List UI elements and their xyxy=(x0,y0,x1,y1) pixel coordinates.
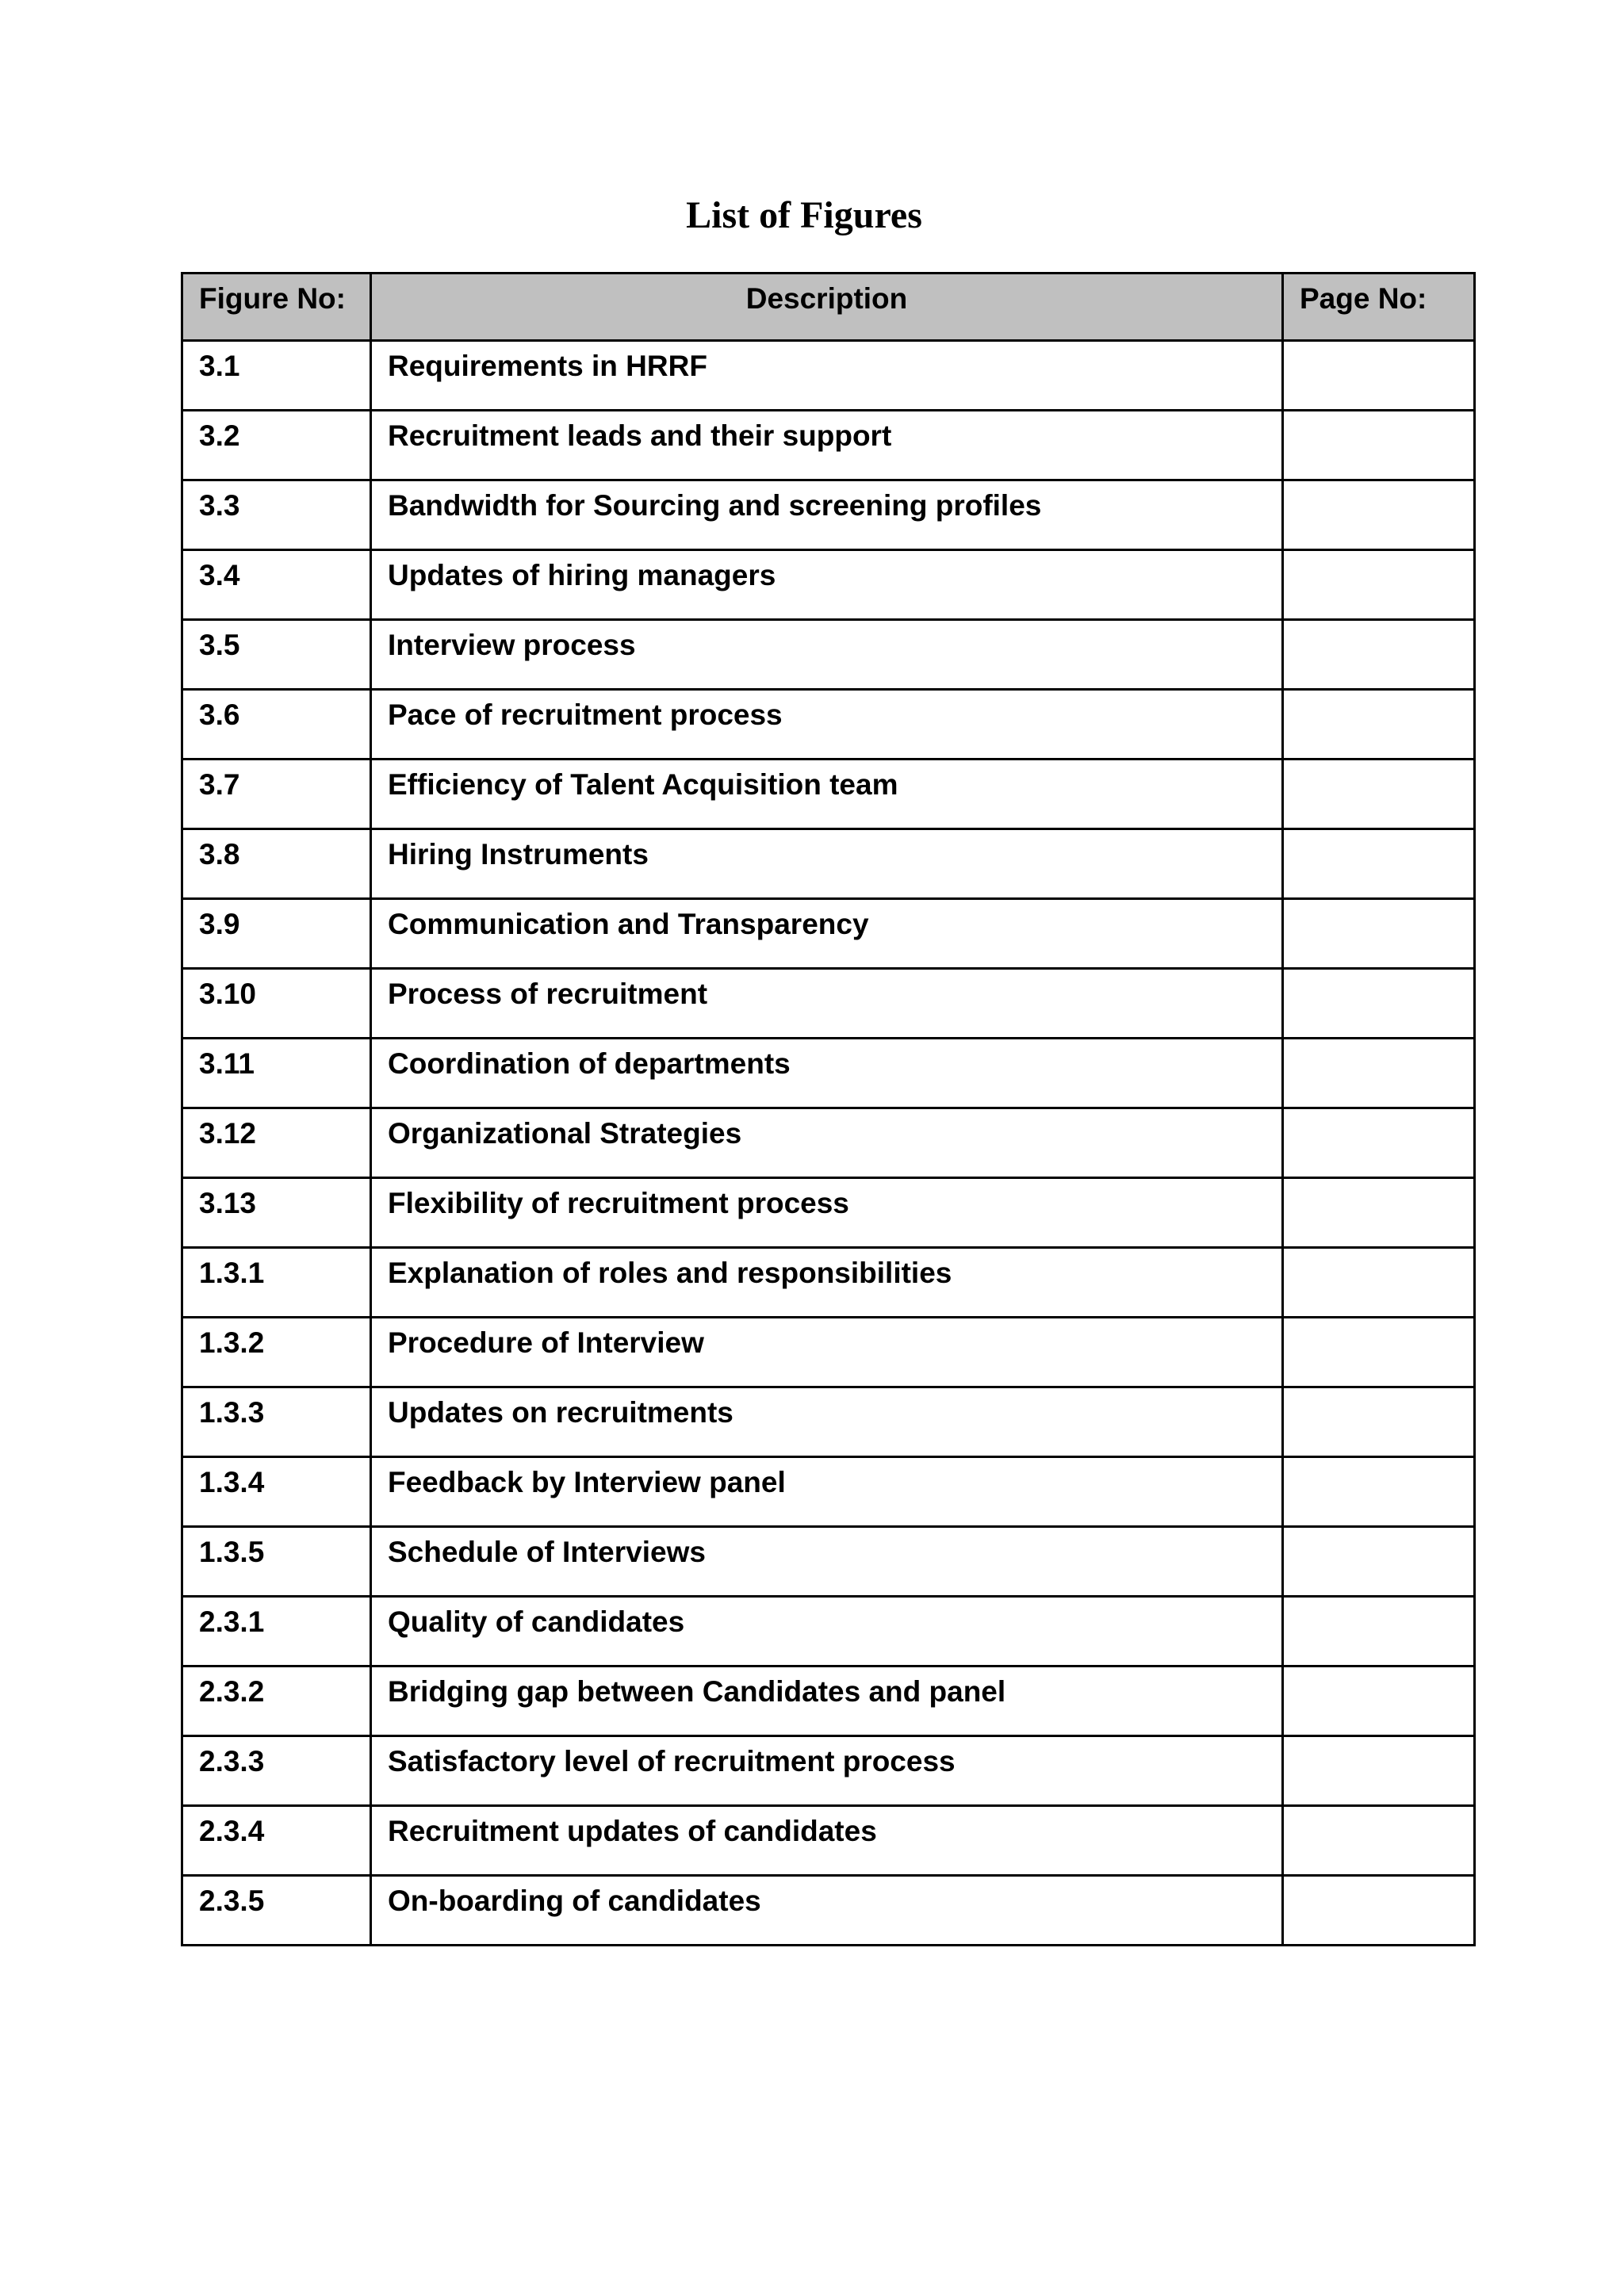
table-row xyxy=(182,1108,1475,1178)
page-number-cell xyxy=(1283,1039,1475,1108)
page-number-cell xyxy=(1283,480,1475,550)
table-row xyxy=(182,1806,1475,1876)
table-row xyxy=(182,690,1475,760)
table-row xyxy=(182,829,1475,899)
table-row xyxy=(182,1318,1475,1387)
figure-description-cell: Updates on recruitments xyxy=(371,1387,1283,1457)
table-row xyxy=(182,1527,1475,1597)
figure-number-cell: 3.5 xyxy=(182,620,371,690)
page-number-cell xyxy=(1283,411,1475,480)
figure-number-cell: 2.3.5 xyxy=(182,1876,371,1946)
figure-number-cell: 2.3.3 xyxy=(182,1736,371,1806)
figure-description-cell: Flexibility of recruitment process xyxy=(371,1178,1283,1248)
figure-description-cell: Feedback by Interview panel xyxy=(371,1457,1283,1527)
figure-description-cell: Hiring Instruments xyxy=(371,829,1283,899)
figure-number-cell: 3.13 xyxy=(182,1178,371,1248)
figure-number-cell: 3.3 xyxy=(182,480,371,550)
figure-description-cell: Updates of hiring managers xyxy=(371,550,1283,620)
table-row xyxy=(182,341,1475,411)
figure-number-cell: 3.8 xyxy=(182,829,371,899)
figure-number-cell: 3.12 xyxy=(182,1108,371,1178)
table-row xyxy=(182,480,1475,550)
page-number-cell xyxy=(1283,341,1475,411)
page-number-cell xyxy=(1283,1667,1475,1736)
figure-number-cell: 1.3.3 xyxy=(182,1387,371,1457)
figure-number-cell: 2.3.1 xyxy=(182,1597,371,1667)
page-number-cell xyxy=(1283,760,1475,829)
table-row xyxy=(182,1039,1475,1108)
table-row xyxy=(182,1248,1475,1318)
figure-description-cell: Organizational Strategies xyxy=(371,1108,1283,1178)
figures-table xyxy=(181,272,1476,1946)
table-row xyxy=(182,760,1475,829)
figure-number-cell: 3.2 xyxy=(182,411,371,480)
page-number-cell xyxy=(1283,620,1475,690)
figure-description-cell: Requirements in HRRF xyxy=(371,341,1283,411)
table-row xyxy=(182,1667,1475,1736)
figure-description-cell: Quality of candidates xyxy=(371,1597,1283,1667)
table-row xyxy=(182,1178,1475,1248)
table-row xyxy=(182,620,1475,690)
figure-description-cell: Satisfactory level of recruitment process xyxy=(371,1736,1283,1806)
table-row xyxy=(182,969,1475,1039)
header-figure-no: Figure No: xyxy=(182,274,371,341)
figure-description-cell: Schedule of Interviews xyxy=(371,1527,1283,1597)
figure-number-cell: 2.3.4 xyxy=(182,1806,371,1876)
figure-number-cell: 3.11 xyxy=(182,1039,371,1108)
figure-number-cell: 3.10 xyxy=(182,969,371,1039)
page-number-cell xyxy=(1283,969,1475,1039)
figure-description-cell: Recruitment updates of candidates xyxy=(371,1806,1283,1876)
figure-number-cell: 1.3.2 xyxy=(182,1318,371,1387)
figure-number-cell: 3.1 xyxy=(182,341,371,411)
page-title: List of Figures xyxy=(686,194,922,236)
figure-description-cell: Bridging gap between Candidates and panel xyxy=(371,1667,1283,1736)
page-number-cell xyxy=(1283,1387,1475,1457)
table-row xyxy=(182,1876,1475,1946)
page-number-cell xyxy=(1283,550,1475,620)
page-number-cell xyxy=(1283,1806,1475,1876)
table-row xyxy=(182,1597,1475,1667)
figure-number-cell: 3.7 xyxy=(182,760,371,829)
figure-number-cell: 3.6 xyxy=(182,690,371,760)
figure-description-cell: Recruitment leads and their support xyxy=(371,411,1283,480)
figure-description-cell: Procedure of Interview xyxy=(371,1318,1283,1387)
page-number-cell xyxy=(1283,1736,1475,1806)
table-row xyxy=(182,550,1475,620)
table-row xyxy=(182,411,1475,480)
figure-description-cell: On-boarding of candidates xyxy=(371,1876,1283,1946)
figure-description-cell: Pace of recruitment process xyxy=(371,690,1283,760)
page-number-cell xyxy=(1283,690,1475,760)
page-number-cell xyxy=(1283,829,1475,899)
page-number-cell xyxy=(1283,1597,1475,1667)
figure-description-cell: Communication and Transparency xyxy=(371,899,1283,969)
figure-description-cell: Explanation of roles and responsibilities xyxy=(371,1248,1283,1318)
page-number-cell xyxy=(1283,1248,1475,1318)
figure-description-cell: Bandwidth for Sourcing and screening profiles xyxy=(371,480,1283,550)
figure-number-cell: 2.3.2 xyxy=(182,1667,371,1736)
table-row xyxy=(182,1387,1475,1457)
page-number-cell xyxy=(1283,1178,1475,1248)
figure-description-cell: Efficiency of Talent Acquisition team xyxy=(371,760,1283,829)
figure-number-cell: 1.3.4 xyxy=(182,1457,371,1527)
page-number-cell xyxy=(1283,1527,1475,1597)
page-number-cell xyxy=(1283,1457,1475,1527)
figure-number-cell: 3.9 xyxy=(182,899,371,969)
figure-description-cell: Coordination of departments xyxy=(371,1039,1283,1108)
page-number-cell xyxy=(1283,1318,1475,1387)
table-row xyxy=(182,899,1475,969)
figure-description-cell: Process of recruitment xyxy=(371,969,1283,1039)
table-row xyxy=(182,1457,1475,1527)
figure-description-cell: Interview process xyxy=(371,620,1283,690)
header-description: Description xyxy=(371,274,1283,341)
figure-number-cell: 1.3.1 xyxy=(182,1248,371,1318)
page-number-cell xyxy=(1283,1108,1475,1178)
table-header-row xyxy=(182,274,1475,341)
figure-number-cell: 1.3.5 xyxy=(182,1527,371,1597)
table-body xyxy=(182,341,1475,1946)
figure-number-cell: 3.4 xyxy=(182,550,371,620)
page-number-cell xyxy=(1283,1876,1475,1946)
page-number-cell xyxy=(1283,899,1475,969)
table-row xyxy=(182,1736,1475,1806)
header-page-no: Page No: xyxy=(1283,274,1475,341)
